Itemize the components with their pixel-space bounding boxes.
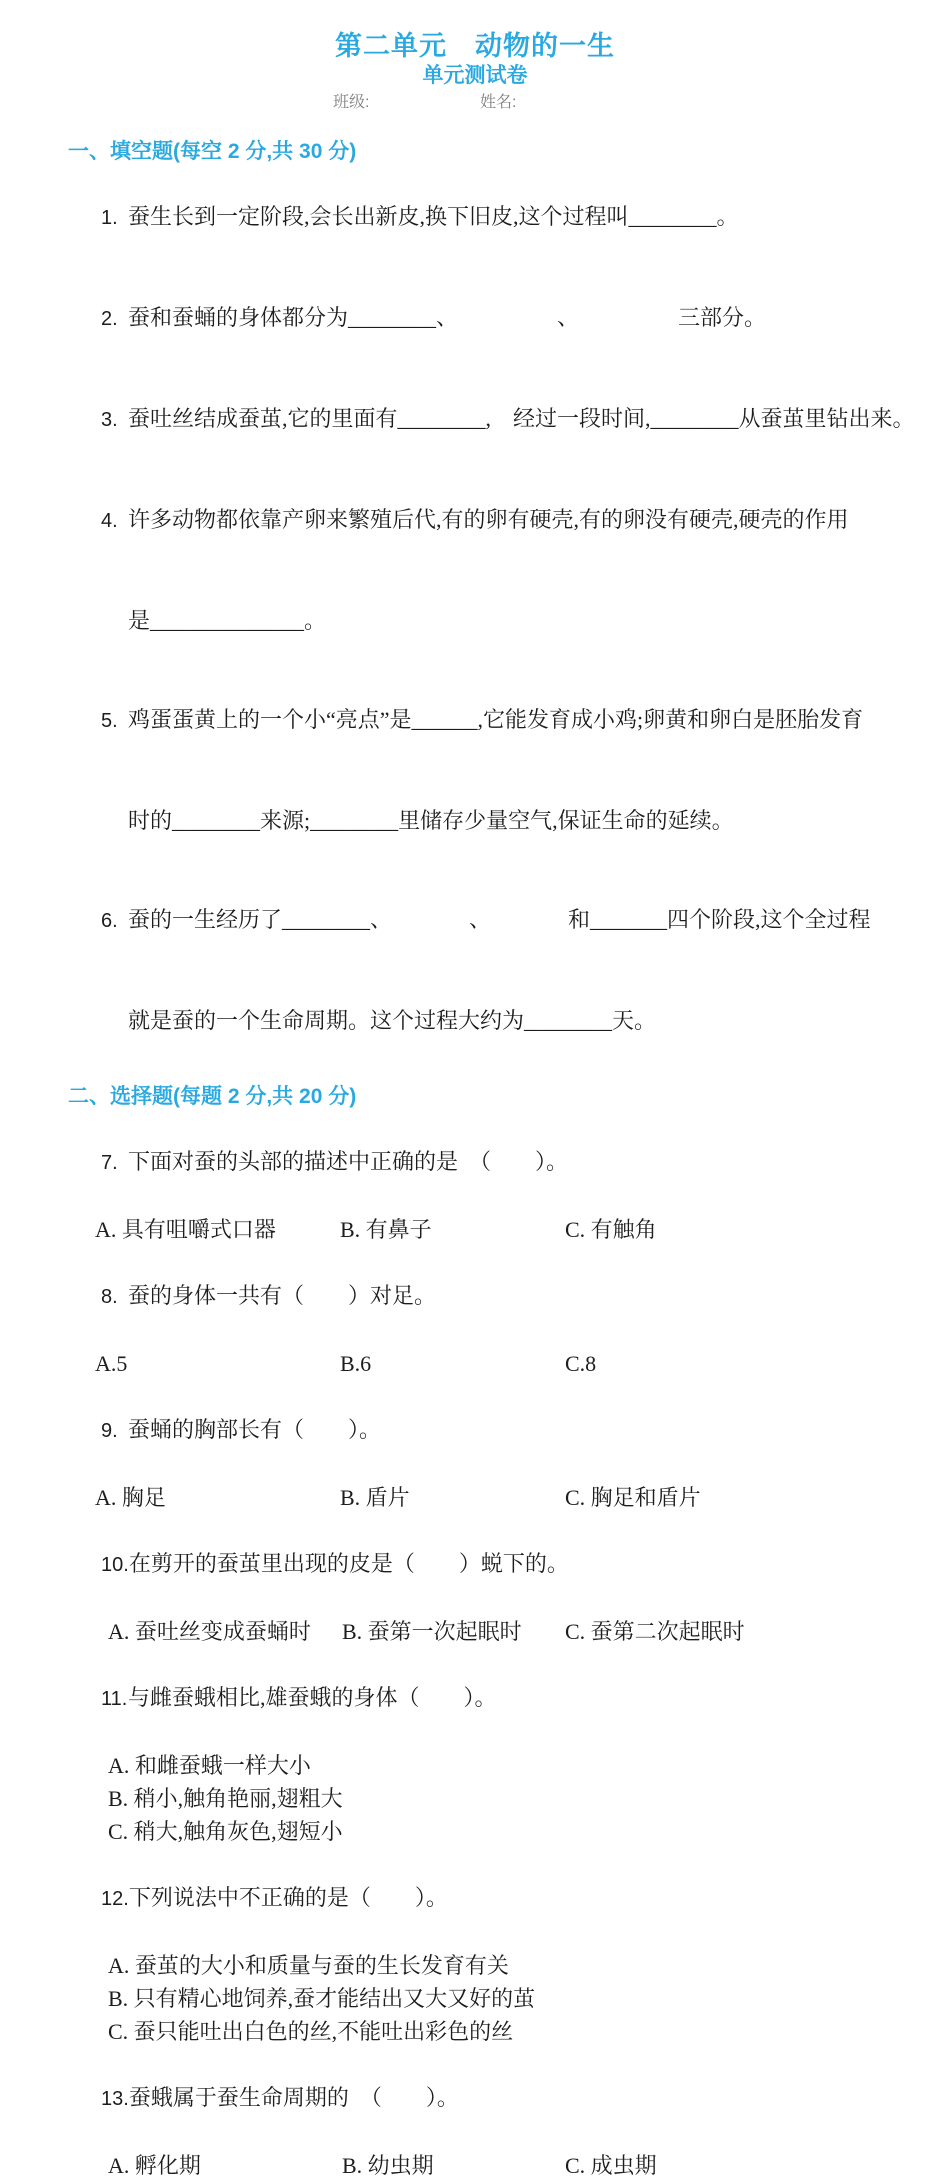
question-13-option-b: B. 幼虫期: [342, 2153, 434, 2178]
question-5-text-continued: 时的________来源;________里储存少量空气,保证生命的延续。: [128, 808, 734, 833]
question-9-option-b: B. 盾片: [340, 1485, 410, 1510]
question-3-text: 蚕吐丝结成蚕茧,它的里面有________, 经过一段时间,________从蚕茧里钻出来。: [128, 406, 915, 431]
question-12-option-a: A. 蚕茧的大小和质量与蚕的生长发育有关: [108, 1953, 509, 1978]
question-6-text: 蚕的一生经历了________、 、 和_______四个阶段,这个全过程: [128, 907, 871, 932]
question-3-number: 3.: [101, 409, 118, 431]
question-11: [68, 1648, 914, 1749]
question-7-option-a: A. 具有咀嚼式口器: [95, 1217, 276, 1242]
question-9-options: [68, 1481, 914, 1514]
question-4-line-2: [68, 571, 914, 670]
question-13-text: 蚕蛾属于蚕生命周期的 （ ）。: [128, 2085, 459, 2110]
question-4-number: 4.: [101, 510, 118, 532]
question-8-options: [68, 1347, 914, 1380]
question-4: [68, 470, 914, 571]
question-11-option-b: B. 稍小,触角艳丽,翅粗大: [108, 1786, 343, 1811]
question-8-text: 蚕的身体一共有（ ）对足。: [128, 1283, 437, 1308]
question-9-option-a: A. 胸足: [95, 1485, 166, 1510]
question-6-line-2: [68, 971, 914, 1070]
question-8-number: 8.: [101, 1286, 118, 1308]
question-11-number: 11.: [101, 1688, 128, 1710]
question-12-option-c: C. 蚕只能吐出白色的丝,不能吐出彩色的丝: [108, 2019, 514, 2044]
question-12-option-b: B. 只有精心地饲养,蚕才能结出又大又好的茧: [108, 1986, 536, 2011]
question-2-number: 2.: [101, 308, 118, 330]
question-13-number: 13.: [101, 2088, 129, 2110]
question-12-number: 12.: [101, 1888, 129, 1910]
question-4-text-continued: 是______________。: [128, 608, 327, 633]
question-10-option-a: A. 蚕吐丝变成蚕蛹时: [108, 1619, 311, 1644]
question-1-text: 蚕生长到一定阶段,会长出新皮,换下旧皮,这个过程叫________。: [128, 204, 739, 229]
question-7-option-b: B. 有鼻子: [340, 1217, 432, 1242]
question-2: [68, 268, 914, 369]
question-12: [68, 1848, 914, 1949]
question-3: [68, 369, 914, 470]
question-10-option-b: B. 蚕第一次起眠时: [342, 1619, 522, 1644]
page-title: 第二单元 动物的一生: [335, 31, 615, 61]
question-11-text: 与雌蚕蛾相比,雄蚕蛾的身体（ ）。: [128, 1685, 497, 1710]
question-9: [68, 1380, 914, 1481]
question-4-text: 许多动物都依靠产卵来繁殖后代,有的卵有硬壳,有的卵没有硬壳,硬壳的作用: [128, 507, 849, 532]
question-9-number: 9.: [101, 1420, 118, 1442]
question-10-option-c: C. 蚕第二次起眠时: [565, 1619, 745, 1644]
question-7-text: 下面对蚕的头部的描述中正确的是 （ ）。: [128, 1149, 569, 1174]
question-8-option-c: C.8: [565, 1351, 597, 1376]
question-2-text: 蚕和蚕蛹的身体都分为________、 、 三部分。: [128, 305, 767, 330]
question-1-number: 1.: [101, 207, 118, 229]
question-10: [68, 1514, 914, 1615]
question-5-text: 鸡蛋蛋黄上的一个小“亮点”是______,它能发育成小鸡;卵黄和卵白是胚胎发育: [128, 707, 864, 732]
question-1: [68, 167, 914, 268]
question-5: [68, 670, 914, 771]
question-8-option-b: B.6: [340, 1351, 372, 1376]
question-10-text: 在剪开的蚕茧里出现的皮是（ ）蜕下的。: [128, 1551, 569, 1576]
question-13-options: [68, 2149, 914, 2182]
page-subtitle: 单元测试卷: [422, 64, 528, 87]
question-11-option-a: A. 和雌蚕蛾一样大小: [108, 1753, 311, 1778]
section-1-heading: 一、填空题(每空 2 分,共 30 分): [68, 140, 357, 163]
question-8-option-a: A.5: [95, 1351, 128, 1376]
paper-content: [68, 137, 914, 2182]
question-10-number: 10.: [101, 1554, 129, 1576]
question-7-number: 7.: [101, 1152, 118, 1174]
class-label: 班级:: [333, 94, 370, 111]
question-10-options: [68, 1615, 914, 1648]
question-6: [68, 870, 914, 971]
question-6-text-continued: 就是蚕的一个生命周期。这个过程大约为________天。: [128, 1008, 657, 1033]
question-12-text: 下列说法中不正确的是（ ）。: [128, 1885, 448, 1910]
question-7: [68, 1112, 914, 1213]
question-13: [68, 2048, 914, 2149]
question-6-number: 6.: [101, 910, 118, 932]
question-9-option-c: C. 胸足和盾片: [565, 1485, 701, 1510]
name-label: 姓名:: [480, 94, 517, 111]
question-5-number: 5.: [101, 710, 118, 732]
section-2-heading: 二、选择题(每题 2 分,共 20 分): [68, 1085, 357, 1108]
question-7-option-c: C. 有触角: [565, 1217, 657, 1242]
question-11-option-c: C. 稍大,触角灰色,翅短小: [108, 1819, 343, 1844]
question-13-option-c: C. 成虫期: [565, 2153, 657, 2178]
question-9-text: 蚕蛹的胸部长有（ ）。: [128, 1417, 382, 1442]
question-8: [68, 1246, 914, 1347]
question-5-line-2: [68, 771, 914, 870]
question-13-option-a: A. 孵化期: [108, 2153, 201, 2178]
question-7-options: [68, 1213, 914, 1246]
